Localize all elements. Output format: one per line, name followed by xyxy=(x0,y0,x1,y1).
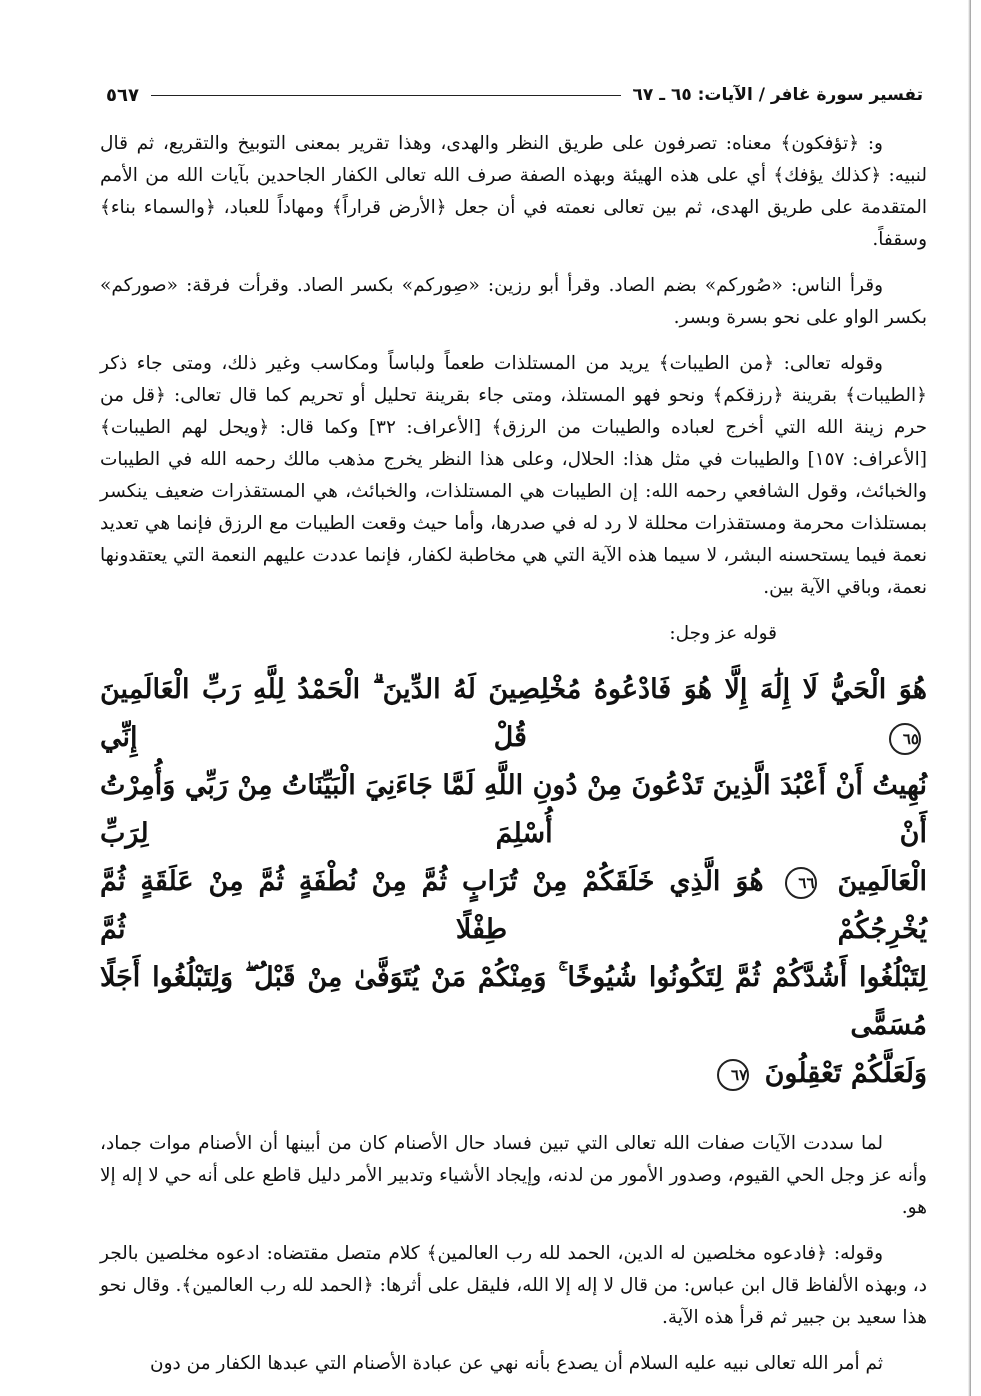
quran-verses-block xyxy=(100,666,927,1098)
verse-line-3 xyxy=(100,858,927,954)
page-body xyxy=(100,128,927,1394)
header-rule xyxy=(151,95,621,96)
verse-line-2 xyxy=(100,762,927,858)
paragraph-tu-fakun: و: ﴿تؤفكون﴾ معناه: تصرفون على طريق النظر والهدى، وهذا تقرير بمعنى التوبيخ والتقريع، ثم قال لنبيه: ﴿كذلك يؤفك﴾ أي على هذه الهيئة وبهذه الصفة صرف الله تعالى الكفار الجاحدين بآيات الله من الأمم المتقدمة على طريق الهدى، ثم بين تعالى نعمته في أن جعل ﴿الأرض قراراً﴾ ومهاداً للعباد، ﴿والسماء بناء﴾ وسقفاً. xyxy=(100,133,927,250)
paragraph-fadouhu: وقوله: ﴿فادعوه مخلصين له الدين، الحمد لله رب العالمين﴾ كلام متصل مقتضاه: ادعوه مخلصين بالجر د، وبهذه الألفاظ قال ابن عباس: من قال لا إله إلا الله، فليقل على أثرها: ﴿الحمد لله رب العالمين﴾. وقال نحو هذا سعيد بن جبير ثم قرأ هذه الآية. xyxy=(100,1243,927,1328)
verse-text: الْعَالَمِينَ xyxy=(837,866,927,897)
page-spine-edge xyxy=(968,0,971,1396)
verse-text: قُلْ إِنِّي xyxy=(100,722,527,753)
verse-text: هُوَ الْحَيُّ لَا إِلَٰهَ إِلَّا هُوَ فَادْعُوهُ مُخْلِصِينَ لَهُ الدِّينَ ۗ الْحَمْدُ لِلَّهِ رَبِّ الْعَالَمِينَ xyxy=(100,674,927,705)
verse-text: وَلَعَلَّكُمْ تَعْقِلُونَ xyxy=(764,1058,927,1089)
verse-line-5 xyxy=(100,1050,927,1098)
page-number: ٥٦٧ xyxy=(106,84,139,106)
ayah-number-66: ٦٦ xyxy=(785,867,817,899)
paragraph-qiraat: وقرأ الناس: «صُوركم» بضم الصاد. وقرأ أبو رزين: «صِوركم» بكسر الصاد. وقرأت فرقة: «صوركم» بكسر الواو على نحو بسرة وبسر. xyxy=(100,275,927,328)
running-header xyxy=(106,80,923,110)
verse-text: هُوَ الَّذِي خَلَقَكُمْ مِنْ تُرَابٍ ثُمَّ مِنْ نُطْفَةٍ ثُمَّ مِنْ عَلَقَةٍ ثُمَّ يُخْرِجُكُمْ طِفْلًا ثُمَّ xyxy=(100,866,927,945)
running-header-title: تفسير سورة غافر / الآيات: ٦٥ ـ ٦٧ xyxy=(632,85,923,105)
verse-intro-label: قوله عز وجل: xyxy=(669,623,777,644)
ayah-number-67: ٦٧ xyxy=(717,1059,749,1091)
paragraph-amr-allah: ثم أمر الله تعالى نبيه عليه السلام أن يصدع بأنه نهي عن عبادة الأصنام التي عبدها الكفار من دون xyxy=(150,1353,883,1374)
paragraph-tayyibat: وقوله تعالى: ﴿من الطيبات﴾ يريد من المستلذات طعماً ولباساً ومكاسب وغير ذلك، ومتى جاء ذكر ﴿الطيبات﴾ بقرينة ﴿رزقكم﴾ ونحو فهو المستلذ، ومتى جاء بقرينة تحليل أو تحريم كما قال تعالى: ﴿قل من حرم زينة الله التي أخرج لعباده والطيبات من الرزق﴾ [الأعراف: ٣٢] وكما قال: ﴿ويحل لهم الطيبات﴾ [الأعراف: ١٥٧] والطيبات في مثل هذا: الحلال، وعلى هذا النظر يخرج مذهب مالك رحمه الله في الطيبات والخبائث، وقول الشافعي رحمه الله: إن الطيبات هي المستلذات، والخبائث، هي المستقذرات ضعيف ينكسر بمستلذات محرمة ومستقذرات محللة لا رد له في صدرها، وأما حيث وقعت الطيبات مع الرزق فإنما هي تعديد نعمة فيما يستحسنه البشر، لا سيما هذه الآية التي هي مخاطبة لكفار، فإنما عددت عليهم النعمة التي يعتقدونها نعمة، وباقي الآية بين. xyxy=(100,353,928,598)
ayah-number-65: ٦٥ xyxy=(889,723,921,755)
verse-line-1 xyxy=(100,666,927,762)
section-gap xyxy=(100,1120,927,1128)
paragraph-asnam: لما سددت الآيات صفات الله تعالى التي تبين فساد حال الأصنام كان من أبينها أن الأصنام موات جماد، وأنه عز وجل الحي القيوم، وصدور الأمور من لدنه، وإيجاد الأشياء وتدبير الأمر دليل قاطع على أنه حي لا إله إلا هو. xyxy=(100,1133,927,1218)
verse-text: نُهِيتُ أَنْ أَعْبُدَ الَّذِينَ تَدْعُونَ مِنْ دُونِ اللَّهِ لَمَّا جَاءَنِيَ الْبَيِّنَاتُ مِنْ رَبِّي وَأُمِرْتُ أَنْ أُسْلِمَ لِرَبِّ xyxy=(100,770,927,849)
verse-text: لِتَبْلُغُوا أَشُدَّكُمْ ثُمَّ لِتَكُونُوا شُيُوخًا ۚ وَمِنْكُمْ مَنْ يُتَوَفَّىٰ مِنْ قَبْلُ ۖ وَلِتَبْلُغُوا أَجَلًا مُسَمًّى xyxy=(100,962,927,1041)
verse-line-4 xyxy=(100,954,927,1050)
